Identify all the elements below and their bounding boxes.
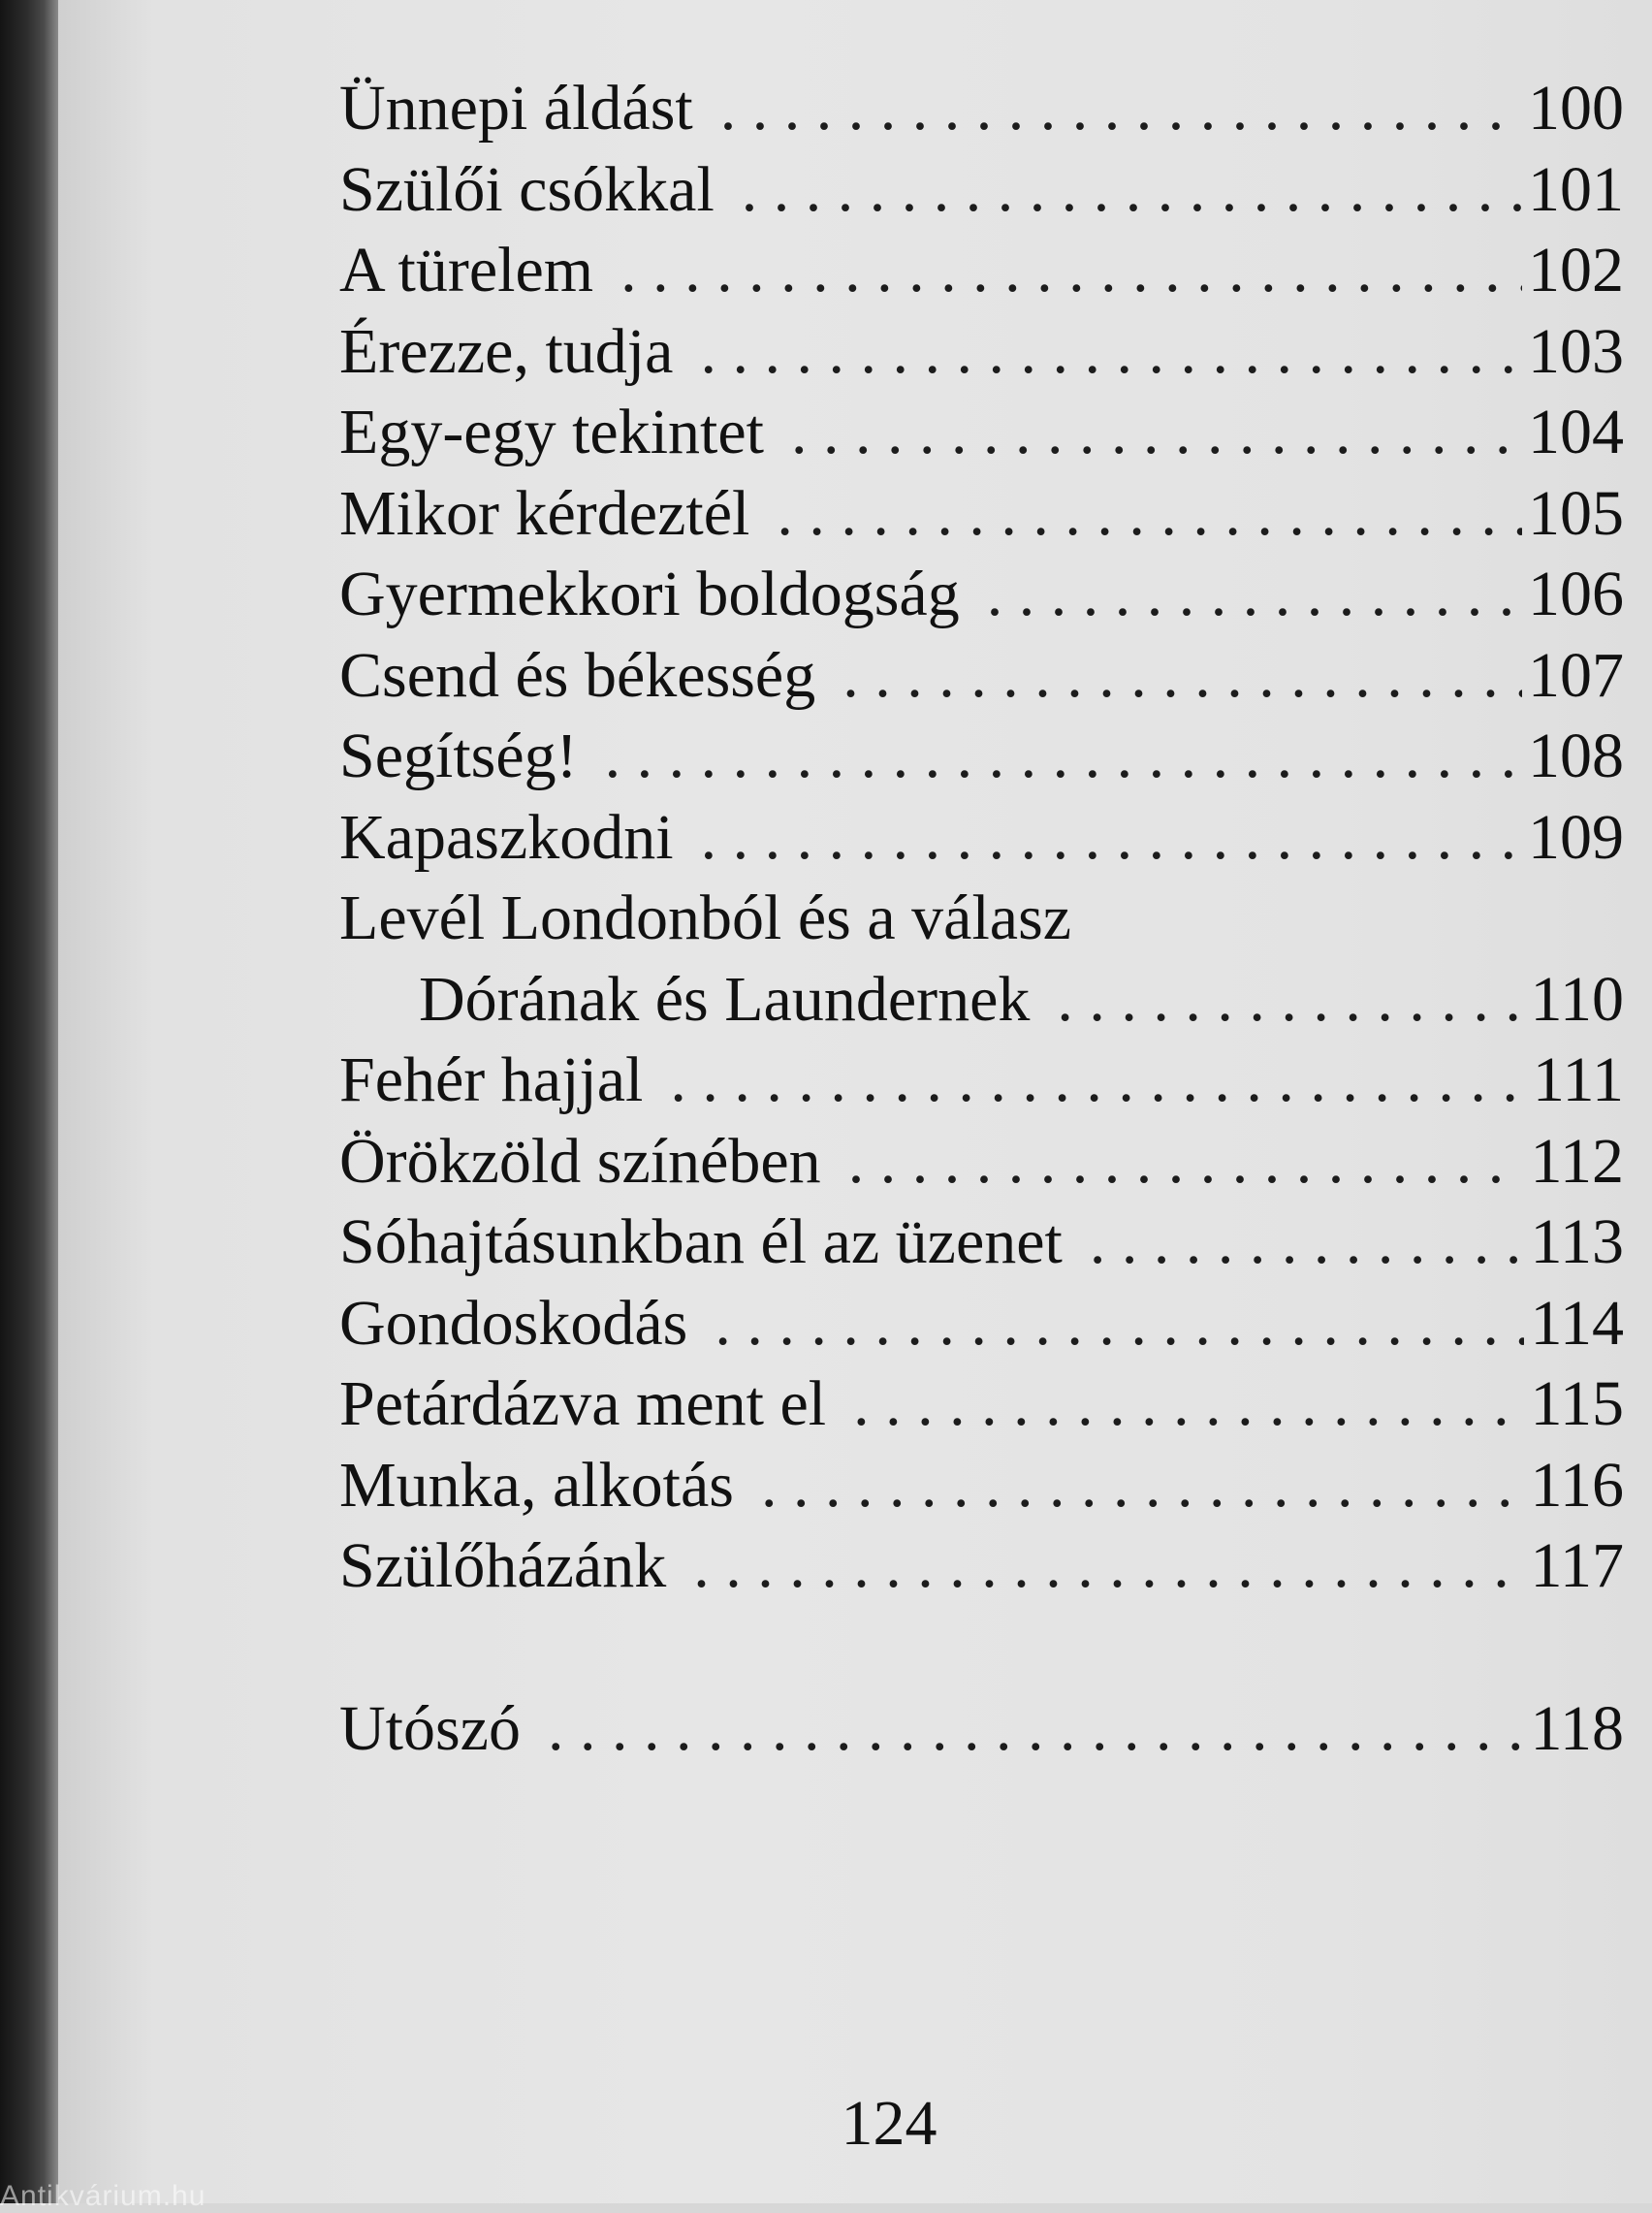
toc-entry-page: 112: [1530, 1125, 1624, 1197]
toc-leader-dots: [791, 392, 1522, 473]
page-number: 124: [841, 2088, 937, 2159]
toc-entry-page: 115: [1530, 1368, 1624, 1439]
toc-entry-title: A türelem: [339, 235, 594, 305]
toc-entry: [339, 1202, 1624, 1283]
toc-entry: [339, 311, 1624, 393]
toc-leader-dots: [987, 554, 1522, 635]
toc-entry-page: 111: [1532, 1044, 1624, 1115]
toc-entry-title: Sóhajtásunkban él az üzenet: [339, 1206, 1063, 1277]
toc-leader-dots: [742, 149, 1522, 231]
toc-entry-title: Segítség!: [339, 721, 578, 791]
toc-entry-page: 107: [1528, 639, 1624, 711]
toc-entry-title: Érezze, tudja: [339, 315, 674, 387]
toc-entry-page: 104: [1528, 397, 1624, 467]
toc-leader-dots: [670, 1040, 1527, 1121]
toc-entry-title: Szülői csókkal: [339, 153, 715, 225]
toc-entry-page: 108: [1528, 721, 1624, 791]
toc-entry-title: Egy-egy tekintet: [339, 397, 765, 467]
toc-entry-page: 106: [1528, 559, 1624, 629]
toc-entry: [339, 1525, 1624, 1607]
toc-entry-page: 101: [1528, 153, 1624, 225]
toc-leader-dots: [701, 797, 1522, 879]
toc-entry: [339, 230, 1624, 311]
toc-leader-dots: [853, 1363, 1524, 1445]
toc-entry-page: 102: [1528, 235, 1624, 305]
toc-leader-dots: [1090, 1202, 1525, 1283]
toc-entry: [339, 68, 1624, 149]
toc-leader-dots: [605, 716, 1522, 797]
toc-entry-page: 117: [1530, 1530, 1624, 1601]
toc-leader-dots: [693, 1525, 1524, 1607]
table-of-contents: [339, 68, 1624, 1769]
toc-entry-page: 103: [1528, 315, 1624, 387]
toc-entry-page: 105: [1528, 477, 1624, 549]
site-watermark: Antikvárium.hu: [0, 2180, 206, 2212]
book-binding-shadow: [0, 0, 58, 2203]
toc-entry-title: Utószó: [339, 1692, 521, 1764]
toc-entry: [339, 1040, 1624, 1121]
toc-leader-dots: [777, 473, 1522, 555]
toc-entry: [339, 959, 1624, 1041]
toc-leader-dots: [720, 68, 1522, 149]
toc-entry: [339, 1121, 1624, 1203]
toc-entry-page: 116: [1530, 1449, 1624, 1521]
toc-entry-page: 109: [1528, 801, 1624, 873]
toc-leader-dots: [548, 1688, 1524, 1770]
toc-entry-title: Csend és békesség: [339, 639, 816, 711]
toc-entry-title: Mikor kérdeztél: [339, 477, 750, 549]
toc-entry: [339, 473, 1624, 555]
toc-entry-page: 100: [1528, 73, 1624, 144]
toc-entry: [339, 797, 1624, 879]
toc-entry-title: Ünnepi áldást: [339, 73, 693, 144]
toc-entry-title: Szülőházánk: [339, 1530, 667, 1601]
toc-entry-title: Kapaszkodni: [339, 801, 674, 873]
toc-leader-dots: [1057, 959, 1524, 1041]
toc-entry-page: 110: [1530, 963, 1624, 1035]
toc-entry-page: 113: [1530, 1206, 1624, 1277]
toc-leader-dots: [700, 311, 1522, 393]
toc-entry-continued: [339, 878, 1624, 959]
toc-entry-title: Petárdázva ment el: [339, 1368, 827, 1439]
toc-leader-dots: [848, 1121, 1525, 1203]
book-page: [58, 0, 1652, 2203]
toc-entry: [339, 1283, 1624, 1364]
toc-entry-title: Dórának és Laundernek: [419, 963, 1031, 1035]
toc-entry-title: Munka, alkotás: [339, 1449, 734, 1521]
toc-entry: [339, 392, 1624, 473]
toc-entry: [339, 1445, 1624, 1526]
toc-entry: [339, 635, 1624, 717]
toc-leader-dots: [842, 635, 1522, 717]
toc-entry-title: Levél Londonból és a válasz: [339, 882, 1072, 953]
toc-leader-dots: [620, 230, 1522, 311]
toc-leader-dots: [761, 1445, 1525, 1526]
toc-entry-page: 118: [1530, 1692, 1624, 1764]
toc-entry: [339, 716, 1624, 797]
toc-entry-title: Fehér hajjal: [339, 1044, 644, 1115]
toc-entry-title: Gondoskodás: [339, 1287, 688, 1359]
toc-entry-afterword: [339, 1688, 1624, 1770]
toc-entry-title: Örökzöld színében: [339, 1125, 821, 1197]
toc-entry-page: 114: [1530, 1287, 1624, 1359]
toc-entry: [339, 554, 1624, 635]
toc-entry: [339, 1363, 1624, 1445]
toc-leader-dots: [715, 1283, 1524, 1364]
toc-entry-title: Gyermekkori boldogság: [339, 559, 960, 629]
toc-entry: [339, 149, 1624, 231]
